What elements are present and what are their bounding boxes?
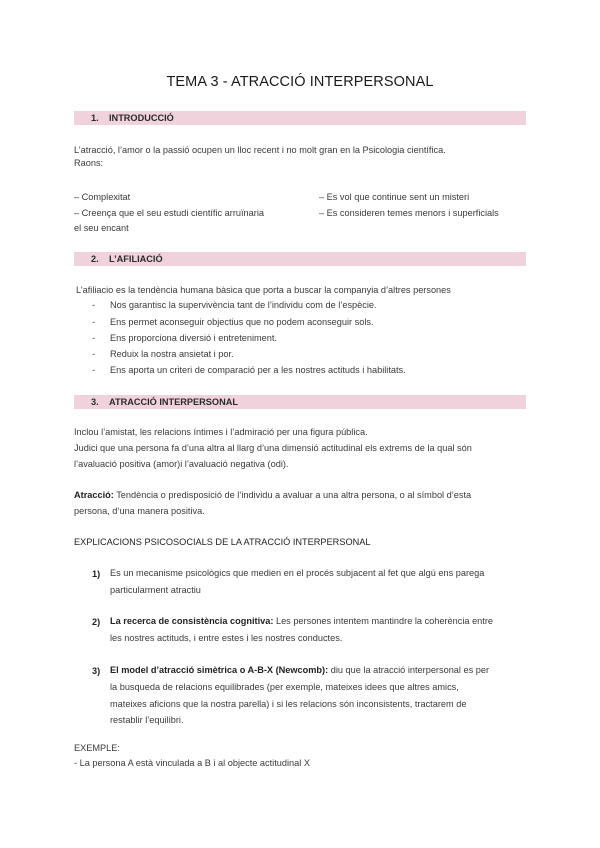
section-header-afiliacio	[74, 252, 526, 266]
example-text: - La persona A està vinculada a B i al objecte actitudinal X	[74, 758, 310, 768]
definition	[74, 489, 471, 501]
reason-left-2: – Creença que el seu estudi científic arruïnaria	[74, 208, 264, 218]
paragraph: L’afiliacio es la tendència humana bàsica que porta a buscar la companyia d’altres persones	[76, 285, 451, 295]
reason-left-1: – Complexitat	[74, 192, 131, 202]
bullet-marker: -	[92, 349, 96, 359]
list-item-text	[110, 613, 493, 630]
example-label: EXEMPLE:	[74, 743, 120, 753]
list-item: Ens proporciona diversió i entreteniment.	[110, 333, 277, 343]
list-item-desc: diu que la atracció interpersonal es per	[328, 665, 490, 675]
section-header-atraccio	[74, 395, 526, 409]
paragraph: Judici que una persona fa d’una altra al llarg d’una dimensió actitudinal els extrems de la qual són	[74, 443, 472, 453]
page-title: TEMA 3 - ATRACCIÓ INTERPERSONAL	[166, 74, 434, 90]
list-item-text: la busqueda de relacions equilibrades (per exemple, mateixes idees que altres amics,	[110, 682, 459, 692]
section-title: ATRACCIÓ INTERPERSONAL	[109, 397, 238, 407]
list-item: Nos garantisc la supervivència tant de l’individu com de l’espècie.	[110, 300, 377, 310]
list-item-text: Es un mecanisme psicològics que medien en el procés subjacent al fet que algú ens parega	[110, 568, 485, 578]
list-item: Reduix la nostra ansietat i por.	[110, 349, 234, 359]
list-item-term: El model d’atracció simètrica o A-B-X (Newcomb):	[110, 665, 329, 675]
reason-right-2: – Es consideren temes menors i superficials	[319, 208, 499, 218]
section-title: L’AFILIACIÓ	[109, 254, 163, 264]
definition-term: Atracció:	[74, 490, 114, 500]
bullet-marker: -	[92, 300, 96, 310]
subheading: EXPLICACIONS PSICOSOCIALS DE LA ATRACCIÓ INTERPERSONAL	[74, 537, 371, 547]
list-number: 1)	[92, 569, 101, 579]
bullet-marker: -	[92, 333, 96, 343]
paragraph: Raons:	[74, 158, 104, 168]
list-item-text: mateixes aficions que la nostra parella) i si les relacions són inconsistents, tractarem de	[110, 699, 467, 709]
list-item-text: les nostres actituds, i entre estes i les nostres conductes.	[110, 633, 343, 643]
list-number: 3)	[92, 666, 101, 676]
paragraph: Inclou l’amistat, les relacions íntimes i l’admiració per una figura pública.	[74, 427, 368, 437]
section-number: 2.	[91, 254, 99, 264]
definition-text: Tendència o predisposició de l’individu a avaluar a una altra persona, o al símbol d’esta	[113, 490, 472, 500]
section-number: 1.	[91, 113, 99, 123]
section-number: 3.	[91, 397, 99, 407]
list-item: Ens aporta un criteri de comparació per a les nostres actituds i habilitats.	[110, 365, 406, 375]
list-item-text	[110, 662, 489, 679]
paragraph: l’avaluació positiva (amor)i l’avaluació negativa (odi).	[74, 459, 289, 469]
list-number: 2)	[92, 617, 101, 627]
section-header-introduccio	[74, 111, 526, 125]
reason-left-3: el seu encant	[74, 223, 129, 233]
list-item-text: restablir l’equilibri.	[110, 715, 184, 725]
section-title: INTRODUCCIÓ	[109, 113, 174, 123]
list-item-desc: Les persones intentem mantindre la coherència entre	[273, 616, 494, 626]
definition-continued: persona, d’una manera positiva.	[74, 506, 205, 516]
bullet-marker: -	[92, 317, 96, 327]
bullet-marker: -	[92, 365, 96, 375]
list-item-term: La recerca de consistència cognitiva:	[110, 616, 274, 626]
list-item-text: particularment atractiu	[110, 585, 201, 595]
reason-right-1: – Es vol que continue sent un misteri	[319, 192, 470, 202]
paragraph: L’atracció, l’amor o la passió ocupen un lloc recent i no molt gran en la Psicologia científica.	[74, 145, 446, 155]
list-item: Ens permet aconseguir objectius que no podem aconseguir sols.	[110, 317, 374, 327]
